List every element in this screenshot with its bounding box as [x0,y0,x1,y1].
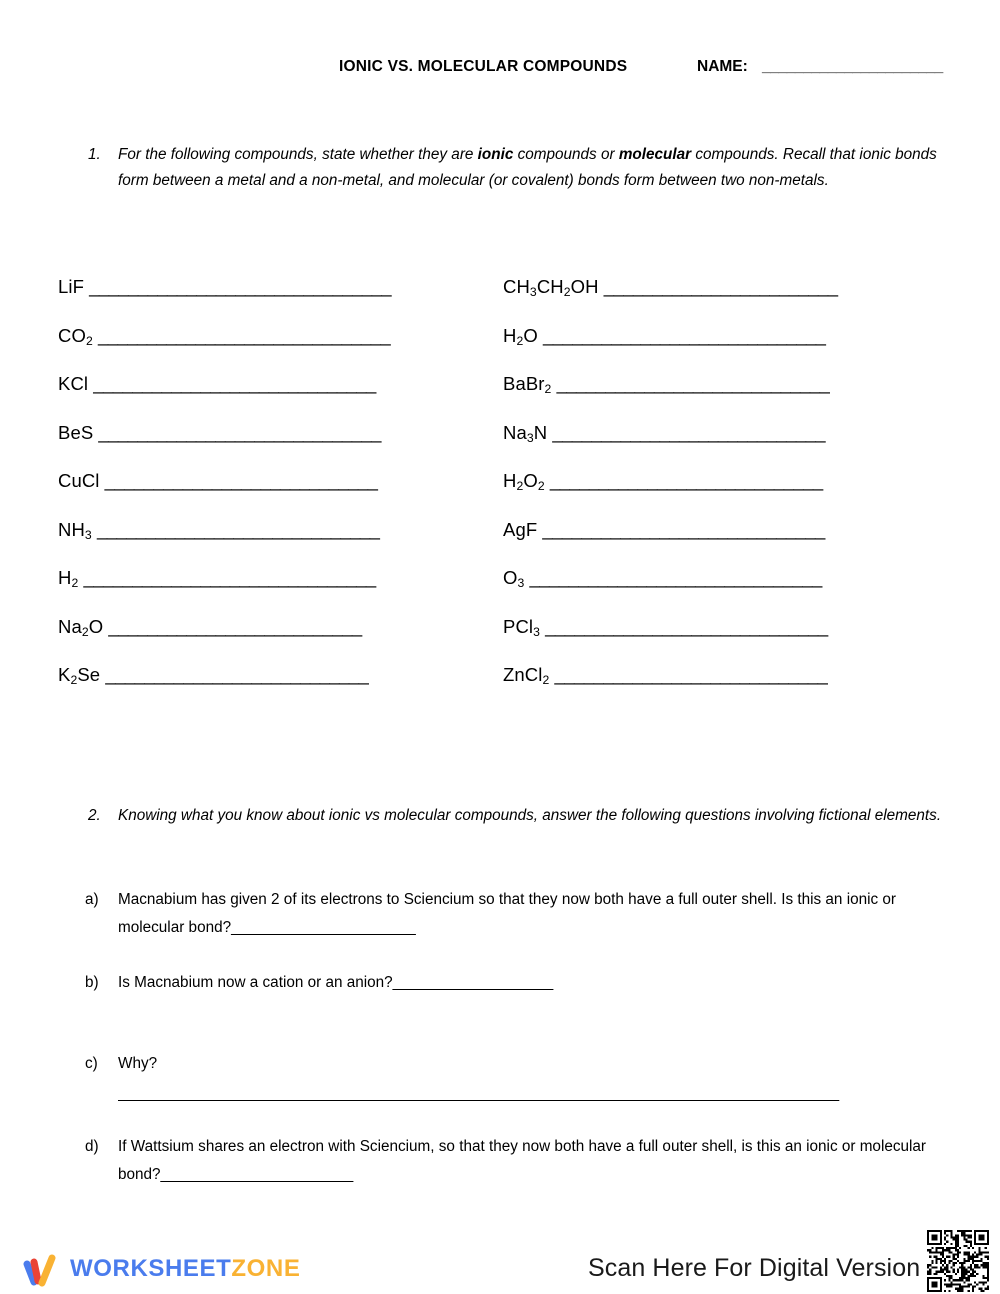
compound-formula: ZnCl$_2$ [503,664,550,688]
compound-row [58,567,503,616]
compound-formula: $NH_3$ [58,518,92,542]
q1-bold-molecular: molecular [618,146,692,163]
compound-row [503,616,948,665]
compound-formula: CuCl [58,470,100,491]
worksheetzone-logo[interactable] [22,1250,300,1288]
compound-answer-blank[interactable]: ____________________________ [556,373,830,394]
compound-answer-blank[interactable]: _______________________________ [89,276,392,297]
compound-formula: $CH_3CH_2OH$ [503,276,599,300]
compound-column-right [503,276,948,713]
question-1-text [118,142,950,193]
compound-formula: $O_3$ [503,567,525,591]
compound-formula: BaBr$_2$ [503,373,552,397]
compound-answer-blank[interactable]: ______________________________ [83,567,376,588]
compound-answer-blank[interactable]: ___________________________ [105,664,369,685]
compound-row [503,470,948,519]
subpart-c-answer-line[interactable]: __________________________________________________________________________________________ [118,1085,839,1102]
subpart-a-question: Macnabium has given 2 of its electrons to Sciencium so that they now both have a full outer shell. Is this an ionic or molecular bond? [118,891,897,936]
compound-formula: $Na_3N$ [503,421,548,445]
compound-row [503,373,948,422]
subpart-d-blank[interactable]: ________________________ [160,1166,353,1183]
subpart-d-question: If Wattsium shares an electron with Sciencium, so that they now both have a full outer shell, is this an ionic or molecular bond? [118,1138,927,1183]
name-blank-line[interactable]: ______________________ [762,58,943,75]
compound-formula: KCl [58,373,89,394]
subpart-a-blank[interactable]: _______________________ [231,919,416,936]
compound-row [503,325,948,374]
question-1-number: 1. [88,146,101,163]
scan-here-text: Scan Here For Digital Version [588,1254,921,1282]
q1-text-part3: compounds. Recall that ionic bonds form between a metal and a non-metal, and molecular (or covalent) bonds form between two non-metals. [118,146,937,189]
subpart-c [85,1050,950,1078]
subpart-a [85,886,950,942]
subpart-b-letter: b) [85,974,99,991]
subpart-d [85,1133,950,1189]
compound-answer-blank[interactable]: ________________________ [603,276,838,297]
compound-answer-blank[interactable]: _____________________________ [545,615,828,637]
compound-formula: $H_2$ [58,567,79,591]
compound-row [58,276,503,325]
subpart-d-text [118,1133,950,1189]
compound-row [58,519,503,568]
compound-answer-blank[interactable]: ______________________________ [529,567,822,588]
logo-text-worksheet: WORKSHEET [70,1255,232,1282]
subpart-c-text: Why? [118,1055,158,1072]
page-header [0,58,1000,86]
logo-wordmark [70,1257,300,1281]
subpart-b-question: Is Macnabium now a cation or an anion? [118,974,393,991]
compound-column-left [58,276,503,713]
compound-answer-blank[interactable]: ____________________________ [554,664,828,685]
subpart-c-letter: c) [85,1055,98,1072]
q1-text-part1: For the following compounds, state whether they are [118,146,478,163]
compound-formula: $K_2Se$ [58,664,101,688]
compound-row [58,422,503,471]
subpart-d-letter: d) [85,1138,99,1155]
compound-row [503,519,948,568]
compound-row [58,373,503,422]
compound-answer-blank[interactable]: ____________________________ [104,470,378,491]
compound-answer-blank[interactable]: _____________________________ [98,421,381,443]
compound-formula: $H_2O_2$ [503,470,545,494]
q1-bold-ionic: ionic [477,146,514,163]
subpart-a-text [118,886,950,942]
compound-answer-blank[interactable]: _____________________________ [543,324,826,346]
compound-formula: $CO_2$ [58,324,93,348]
compound-answer-blank[interactable]: __________________________ [108,615,362,637]
logo-text-zone: ZONE [231,1255,301,1282]
compound-row [58,616,503,665]
question-2-text: Knowing what you know about ionic vs molecular compounds, answer the following questions involving fictional elements. [118,807,942,824]
subpart-b [85,969,950,997]
compound-answer-blank[interactable]: _____________________________ [542,518,825,540]
question-2 [88,803,950,829]
compound-row [58,325,503,374]
compound-answer-blank[interactable]: ____________________________ [552,421,826,443]
page-footer [0,1226,1000,1294]
q1-text-part2: compounds or [513,146,619,163]
compound-formula: AgF [503,518,538,540]
compound-row [58,470,503,519]
page-title: IONIC VS. MOLECULAR COMPOUNDS [339,58,628,75]
compound-answer-blank[interactable]: _____________________________ [93,373,376,394]
question-1 [88,142,950,193]
compound-formula: $H_2O$ [503,324,538,348]
compound-row [503,276,948,325]
subpart-a-letter: a) [85,891,99,908]
qr-code[interactable] [927,1230,989,1292]
compound-answer-grid [58,276,948,713]
compound-row [503,567,948,616]
compound-answer-blank[interactable]: _____________________________ [96,518,380,540]
compound-answer-blank[interactable]: ______________________________ [97,324,391,346]
compound-formula: PCl$_3$ [503,615,541,639]
subpart-b-blank[interactable]: ____________________ [392,974,553,991]
compound-answer-blank[interactable]: ____________________________ [549,470,823,491]
compound-row [58,664,503,713]
name-label: NAME: [697,58,748,75]
compound-formula: $Na_2O$ [58,615,104,639]
question-2-number: 2. [88,807,101,824]
compound-row [503,664,948,713]
compound-row [503,422,948,471]
compound-formula: BeS [58,421,94,443]
logo-w-mark-icon [22,1250,62,1288]
subpart-b-text [118,969,950,997]
compound-formula: LiF [58,276,84,297]
